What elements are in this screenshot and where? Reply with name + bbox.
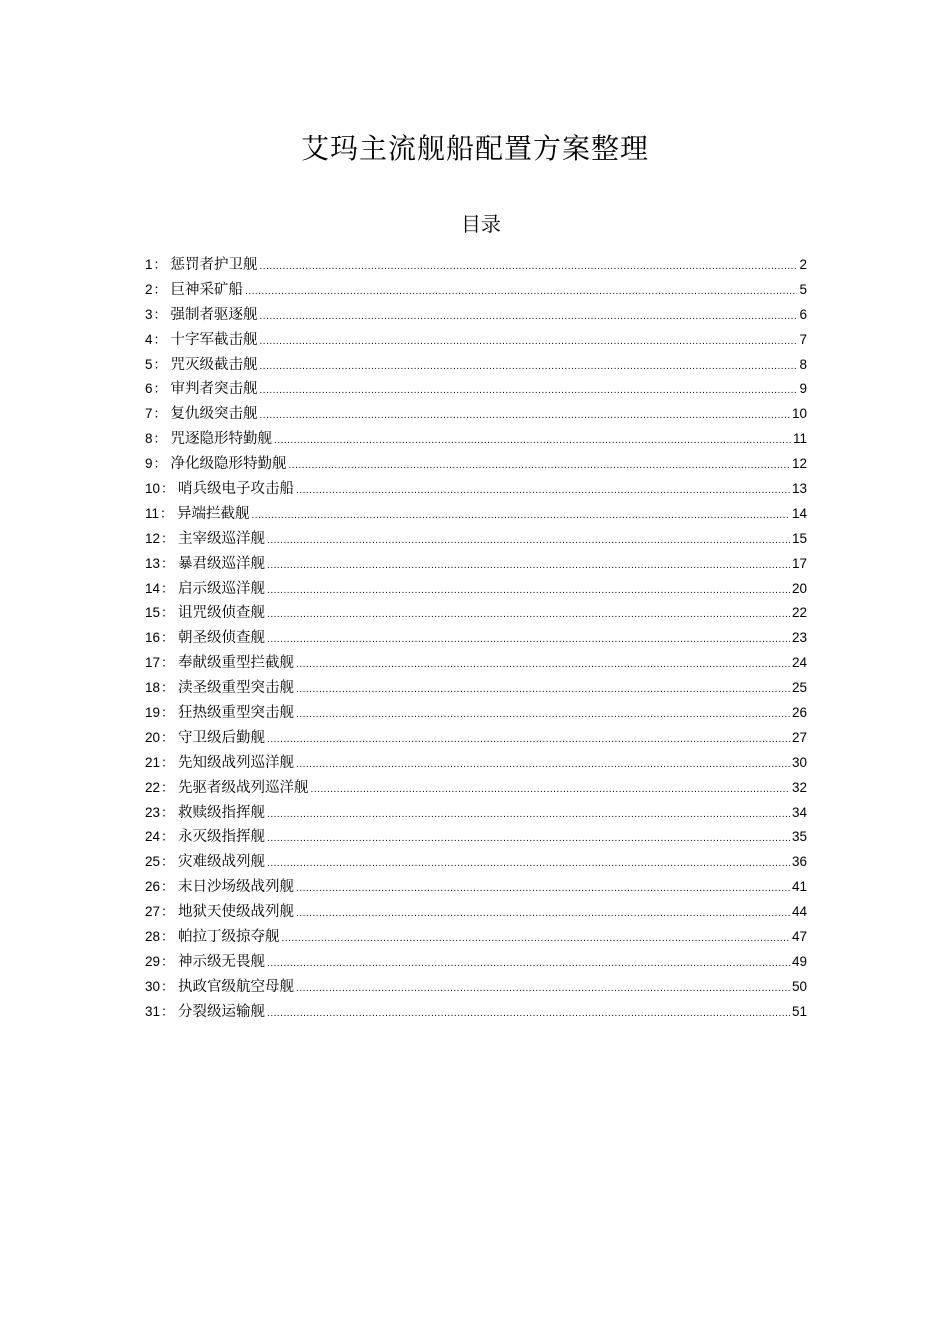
toc-entry[interactable] [145, 353, 807, 378]
toc-entry-leader-dots [252, 504, 790, 529]
toc-entry-page-number: 34 [791, 804, 807, 820]
toc-entry[interactable] [145, 825, 807, 850]
toc-entry[interactable] [145, 253, 807, 278]
toc-entry-page-number: 2 [799, 257, 807, 272]
toc-entry-label: 神示级无畏舰 [178, 953, 266, 970]
toc-entry-page-number: 8 [799, 356, 807, 372]
toc-entry[interactable] [145, 1000, 807, 1025]
toc-entry-leader-dots [267, 952, 790, 977]
toc-entry-label: 守卫级后勤舰 [178, 729, 266, 746]
toc-entry-leader-dots [267, 803, 790, 828]
toc-entry-separator: ： [161, 581, 175, 597]
toc-entry-number: 14 [145, 580, 161, 596]
toc-entry[interactable] [145, 402, 807, 427]
toc-entry-page-number: 10 [791, 406, 807, 422]
toc-entry-label: 主宰级巡洋舰 [178, 530, 266, 547]
toc-entry-number: 28 [145, 929, 161, 945]
toc-entry-number: 5 [145, 356, 153, 372]
toc-entry-separator: ： [161, 1004, 175, 1020]
toc-entry-leader-dots [267, 579, 790, 604]
toc-entry[interactable] [145, 477, 807, 502]
toc-entry[interactable] [145, 900, 807, 925]
toc-entry-separator: ： [160, 506, 174, 522]
toc-entry-page-number: 27 [791, 729, 807, 745]
toc-entry-leader-dots [260, 330, 798, 355]
toc-entry-number: 10 [145, 481, 161, 497]
toc-entry-separator: ： [153, 258, 167, 273]
toc-entry-number: 17 [145, 655, 161, 671]
toc-entry-separator: ： [161, 631, 175, 647]
toc-entry-number: 19 [145, 705, 161, 721]
toc-entry-label: 咒逐隐形特勤舰 [170, 431, 273, 448]
toc-entry-page-number: 41 [791, 879, 807, 895]
toc-entry-leader-dots [260, 355, 798, 380]
toc-entry-number: 8 [145, 431, 153, 447]
toc-entry-label: 地狱天使级战列舰 [178, 904, 295, 921]
toc-entry-number: 4 [145, 331, 153, 347]
toc-entry-page-number: 7 [799, 331, 807, 347]
toc-entry-separator: ： [161, 482, 175, 498]
toc-entry-page-number: 14 [791, 505, 807, 521]
toc-entry-number: 29 [145, 953, 161, 969]
toc-entry-label: 灾难级战列舰 [178, 854, 266, 871]
toc-entry[interactable] [145, 850, 807, 875]
toc-entry[interactable] [145, 701, 807, 726]
toc-entry-label: 异端拦截舰 [177, 505, 250, 522]
toc-entry-separator: ： [161, 656, 175, 672]
toc-entry-number: 18 [145, 680, 161, 696]
toc-entry-leader-dots [245, 280, 797, 305]
toc-entry-page-number: 47 [791, 929, 807, 945]
toc-entry-separator: ： [161, 780, 175, 796]
toc-entry-label: 启示级巡洋舰 [178, 580, 266, 597]
toc-entry-leader-dots [267, 628, 790, 653]
toc-entry-number: 30 [145, 978, 161, 994]
toc-entry-page-number: 24 [791, 655, 807, 671]
toc-entry-number: 9 [145, 456, 153, 472]
toc-entry-leader-dots [274, 429, 791, 454]
toc-entry-separator: ： [153, 432, 167, 448]
toc-entry-leader-dots [267, 852, 790, 877]
toc-entry-label: 奉献级重型拦截舰 [178, 655, 295, 672]
toc-entry-number: 24 [145, 829, 161, 845]
toc-entry-page-number: 12 [791, 456, 807, 472]
toc-entry-leader-dots [267, 529, 790, 554]
toc-entry-label: 复仇级突击舰 [170, 406, 258, 423]
toc-entry-label: 渎圣级重型突击舰 [178, 680, 295, 697]
toc-entry[interactable] [145, 552, 807, 577]
toc-entry-page-number: 15 [791, 530, 807, 546]
toc-entry-number: 2 [145, 281, 153, 297]
toc-entry-separator: ： [161, 531, 175, 547]
toc-entry-page-number: 9 [799, 381, 807, 397]
toc-entry-leader-dots [267, 1002, 790, 1027]
toc-entry-label: 先驱者级战列巡洋舰 [178, 779, 309, 796]
toc-entry[interactable] [145, 751, 807, 776]
toc-entry-page-number: 44 [791, 904, 807, 920]
toc-entry-separator: ： [161, 855, 175, 871]
toc-entry-separator: ： [161, 730, 175, 746]
toc-entry[interactable] [145, 527, 807, 552]
toc-entry-label: 先知级战列巡洋舰 [178, 754, 295, 771]
toc-entry-separator: ： [161, 556, 175, 572]
toc-entry-label: 咒灭级截击舰 [170, 356, 258, 373]
toc-entry-page-number: 36 [791, 854, 807, 870]
toc-entry-label: 巨神采矿船 [170, 281, 244, 298]
toc-entry[interactable] [145, 801, 807, 826]
toc-entry-number: 21 [145, 754, 161, 770]
toc-entry-page-number: 13 [791, 481, 807, 497]
toc-entry-number: 16 [145, 630, 161, 646]
toc-entry-leader-dots [267, 827, 790, 852]
toc-entry-number: 20 [145, 729, 161, 745]
toc-entry[interactable] [145, 502, 807, 527]
toc-entry-separator: ： [161, 706, 175, 722]
toc-entry-leader-dots [296, 753, 790, 778]
toc-entry-leader-dots [267, 728, 790, 753]
document-title: 艾玛主流舰船配置方案整理 [300, 131, 649, 165]
toc-entry-leader-dots [296, 902, 790, 927]
toc-entry-separator: ： [153, 407, 167, 423]
toc-entry-separator: ： [153, 457, 167, 473]
toc-entry-leader-dots [282, 927, 790, 952]
toc-entry-number: 27 [145, 904, 161, 920]
toc-entry-number: 11 [145, 505, 160, 521]
toc-entry-number: 3 [145, 306, 153, 322]
toc-entry-label: 分裂级运输舰 [178, 1003, 266, 1020]
toc-entry-page-number: 50 [791, 978, 807, 994]
toc-entry-leader-dots [296, 653, 790, 678]
toc-entry-separator: ： [153, 282, 167, 298]
toc-entry-leader-dots [296, 877, 790, 902]
toc-entry-page-number: 5 [799, 281, 807, 297]
toc-entry[interactable] [145, 452, 807, 477]
toc-entry-separator: ： [161, 830, 175, 846]
toc-entry-leader-dots [296, 703, 790, 728]
toc-entry-leader-dots [296, 479, 790, 504]
toc-entry[interactable] [145, 328, 807, 353]
toc-entry[interactable] [145, 676, 807, 701]
toc-entry-label: 十字军截击舰 [170, 331, 258, 348]
toc-entry-number: 23 [145, 804, 161, 820]
toc-entry-separator: ： [161, 805, 175, 821]
toc-entry-label: 诅咒级侦查舰 [178, 605, 266, 622]
toc-entry-page-number: 30 [791, 754, 807, 770]
toc-entry-page-number: 25 [791, 680, 807, 696]
toc-entry-separator: ： [161, 979, 175, 995]
toc-entry-label: 救赎级指挥舰 [178, 804, 266, 821]
toc-entry-label: 惩罚者护卫舰 [170, 257, 258, 273]
toc-entry-page-number: 49 [791, 953, 807, 969]
toc-entry-number: 12 [145, 530, 161, 546]
toc-entry-label: 强制者驱逐舰 [170, 306, 258, 323]
toc-entry-leader-dots [267, 554, 790, 579]
toc-entry-page-number: 26 [791, 705, 807, 721]
toc-entry-label: 末日沙场级战列舰 [178, 879, 295, 896]
toc-entry-page-number: 6 [799, 306, 807, 322]
toc-entry-page-number: 22 [791, 605, 807, 621]
toc-entry[interactable] [145, 875, 807, 900]
toc-entry[interactable] [145, 975, 807, 1000]
toc-entry-separator: ： [153, 357, 167, 373]
table-of-contents [145, 253, 807, 1025]
toc-entry[interactable] [145, 278, 807, 303]
toc-entry-leader-dots [260, 255, 798, 280]
toc-entry-leader-dots [260, 379, 798, 404]
toc-heading: 目录 [461, 212, 501, 236]
toc-entry[interactable] [145, 427, 807, 452]
toc-entry-number: 13 [145, 555, 161, 571]
toc-entry-number: 31 [145, 1003, 161, 1019]
toc-entry-label: 狂热级重型突击舰 [178, 705, 295, 722]
toc-entry-page-number: 11 [792, 431, 807, 447]
toc-entry-label: 朝圣级侦查舰 [178, 630, 266, 647]
toc-entry-number: 7 [145, 406, 153, 422]
toc-entry-separator: ： [161, 954, 175, 970]
toc-entry-label: 哨兵级电子攻击船 [178, 481, 295, 498]
toc-entry-separator: ： [161, 606, 175, 622]
toc-entry-page-number: 17 [791, 555, 807, 571]
toc-entry-leader-dots [260, 305, 798, 330]
toc-entry[interactable] [145, 726, 807, 751]
toc-entry-number: 6 [145, 381, 153, 397]
toc-entry[interactable] [145, 377, 807, 402]
toc-entry[interactable] [145, 601, 807, 626]
toc-entry-separator: ： [153, 382, 167, 398]
toc-entry-number: 1 [145, 257, 153, 272]
toc-entry-leader-dots [289, 454, 790, 479]
toc-entry-leader-dots [260, 404, 790, 429]
toc-entry-page-number: 51 [791, 1003, 807, 1019]
toc-entry-number: 22 [145, 779, 161, 795]
toc-entry-leader-dots [267, 603, 790, 628]
toc-entry-label: 净化级隐形特勤舰 [170, 456, 287, 473]
toc-entry-page-number: 35 [791, 829, 807, 845]
toc-entry-separator: ： [153, 332, 167, 348]
toc-entry-leader-dots [296, 977, 790, 1002]
toc-entry-separator: ： [161, 681, 175, 697]
toc-entry-number: 25 [145, 854, 161, 870]
toc-entry-separator: ： [161, 905, 175, 921]
toc-entry-separator: ： [161, 755, 175, 771]
toc-entry[interactable] [145, 651, 807, 676]
toc-entry-label: 暴君级巡洋舰 [178, 555, 266, 572]
toc-entry-separator: ： [153, 307, 167, 323]
toc-entry[interactable] [145, 577, 807, 602]
toc-entry-separator: ： [161, 880, 175, 896]
toc-entry-leader-dots [311, 778, 790, 803]
toc-entry[interactable] [145, 303, 807, 328]
toc-entry-label: 帕拉丁级掠夺舰 [178, 929, 280, 946]
toc-entry-number: 26 [145, 879, 161, 895]
toc-entry-page-number: 23 [791, 630, 807, 646]
toc-entry-number: 15 [145, 605, 161, 621]
toc-entry-separator: ： [161, 930, 175, 946]
toc-entry[interactable] [145, 626, 807, 651]
toc-entry-page-number: 32 [791, 779, 807, 795]
toc-entry[interactable] [145, 950, 807, 975]
toc-entry-label: 执政官级航空母舰 [178, 978, 295, 995]
toc-entry[interactable] [145, 776, 807, 801]
toc-entry-leader-dots [296, 678, 790, 703]
toc-entry-label: 永灭级指挥舰 [178, 829, 266, 846]
toc-entry-page-number: 20 [791, 580, 807, 596]
toc-entry[interactable] [145, 925, 807, 950]
toc-entry-label: 审判者突击舰 [170, 381, 258, 398]
